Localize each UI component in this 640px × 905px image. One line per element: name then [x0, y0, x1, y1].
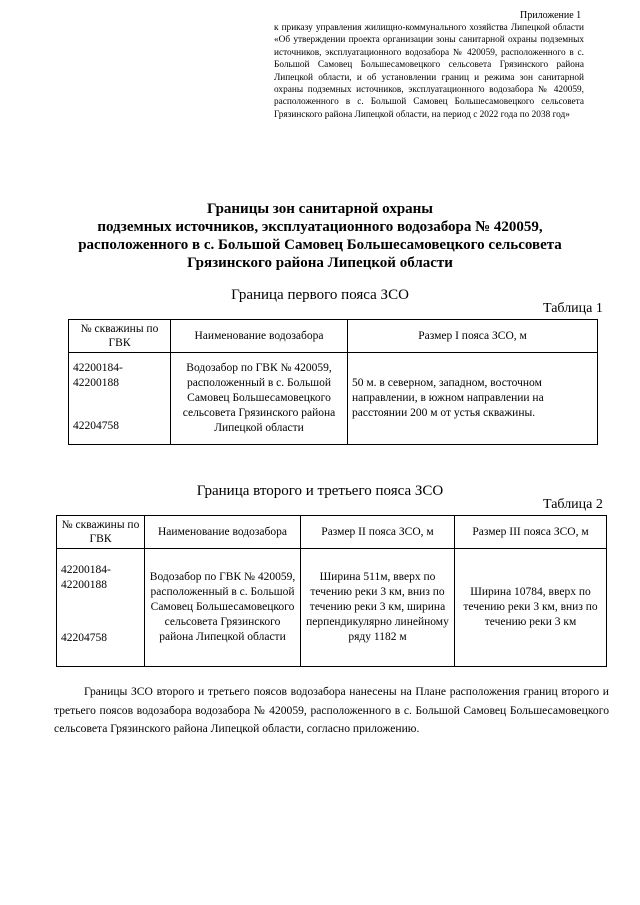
- table2-label: Таблица 2: [543, 497, 603, 512]
- table-header-row: [57, 516, 607, 549]
- table-header-cell: Наименование водозабора: [145, 516, 301, 549]
- table2-heading: Граница второго и третьего пояса ЗСО: [196, 483, 444, 499]
- table2: [56, 515, 607, 667]
- title-line: Границы зон санитарной охраны: [206, 201, 434, 217]
- table-header-cell: № скважины по ГВК: [57, 516, 145, 549]
- table-header-cell: Размер I пояса ЗСО, м: [348, 320, 598, 353]
- table-header-cell: Наименование водозабора: [171, 320, 348, 353]
- well-number: 42200184-42200188: [73, 362, 123, 389]
- table1-heading: Граница первого пояса ЗСО: [231, 287, 409, 303]
- intake-name-cell: Водозабор по ГВК № 420059, расположенный в с. Большой Самовец Большесамовецкого сельсовета Грязинского района Липецкой области: [145, 549, 301, 667]
- appendix-text: к приказу управления жилищно-коммунального хозяйства Липецкой области «Об утверждении проекта организации зоны санитарной охраны подземных источников, эксплуатационного водозабора № 420059, расположенного в с. Большой Самовец Большесамовецкого сельсовета Грязинского района Липецкой области, и об установлении границ и режима зон санитарной охраны подземных источников, эксплуатационного водозабора № 420059, расположенного в с. Большой Самовец Большесамовецкого сельсовета Грязинского района Липецкой области, на период с 2022 года по 2038 год»: [274, 23, 584, 120]
- table1-label: Таблица 1: [543, 301, 603, 316]
- appendix-title: Приложение 1: [520, 10, 582, 21]
- table-header-row: [69, 320, 598, 353]
- title-line: Грязинского района Липецкой области: [187, 255, 453, 271]
- title-line: расположенного в с. Большой Самовец Большесамовецкого сельсовета: [78, 237, 562, 253]
- table1: [68, 319, 598, 445]
- zone3-size-cell: Ширина 10784, вверх по течению реки 3 км, вниз по течению реки 3 км: [455, 549, 607, 667]
- table-header-cell: Размер III пояса ЗСО, м: [455, 516, 607, 549]
- document-title: [70, 200, 570, 272]
- well-number: 42204758: [61, 632, 107, 644]
- well-number: 42200184-42200188: [61, 564, 111, 591]
- table-row: [57, 549, 607, 667]
- zone2-size-cell: Ширина 511м, вверх по течению реки 3 км, вниз по течению реки 3 км, ширина перпендикулярно линейному ряду 1182 м: [301, 549, 455, 667]
- closing-paragraph: Границы ЗСО второго и третьего поясов водозабора нанесены на Плане расположения границ второго и третьего поясов водозабора водозабора № 420059, расположенного в с. Большой Самовец Большесамовецкого сельсовета Грязинского района Липецкой области, согласно приложению.: [54, 685, 609, 735]
- title-line: подземных источников, эксплуатационного водозабора № 420059,: [97, 219, 543, 235]
- well-numbers-cell: [57, 549, 145, 667]
- table-row: [69, 353, 598, 445]
- table-header-cell: № скважины по ГВК: [69, 320, 171, 353]
- well-number: 42204758: [73, 420, 119, 432]
- intake-name-cell: Водозабор по ГВК № 420059, расположенный в с. Большой Самовец Большесамовецкого сельсовета Грязинского района Липецкой области: [171, 353, 348, 445]
- well-numbers-cell: [69, 353, 171, 445]
- zone1-size-cell: 50 м. в северном, западном, восточном направлении, в южном направлении на расстоянии 200 м от устья скважины.: [348, 353, 598, 445]
- table-header-cell: Размер II пояса ЗСО, м: [301, 516, 455, 549]
